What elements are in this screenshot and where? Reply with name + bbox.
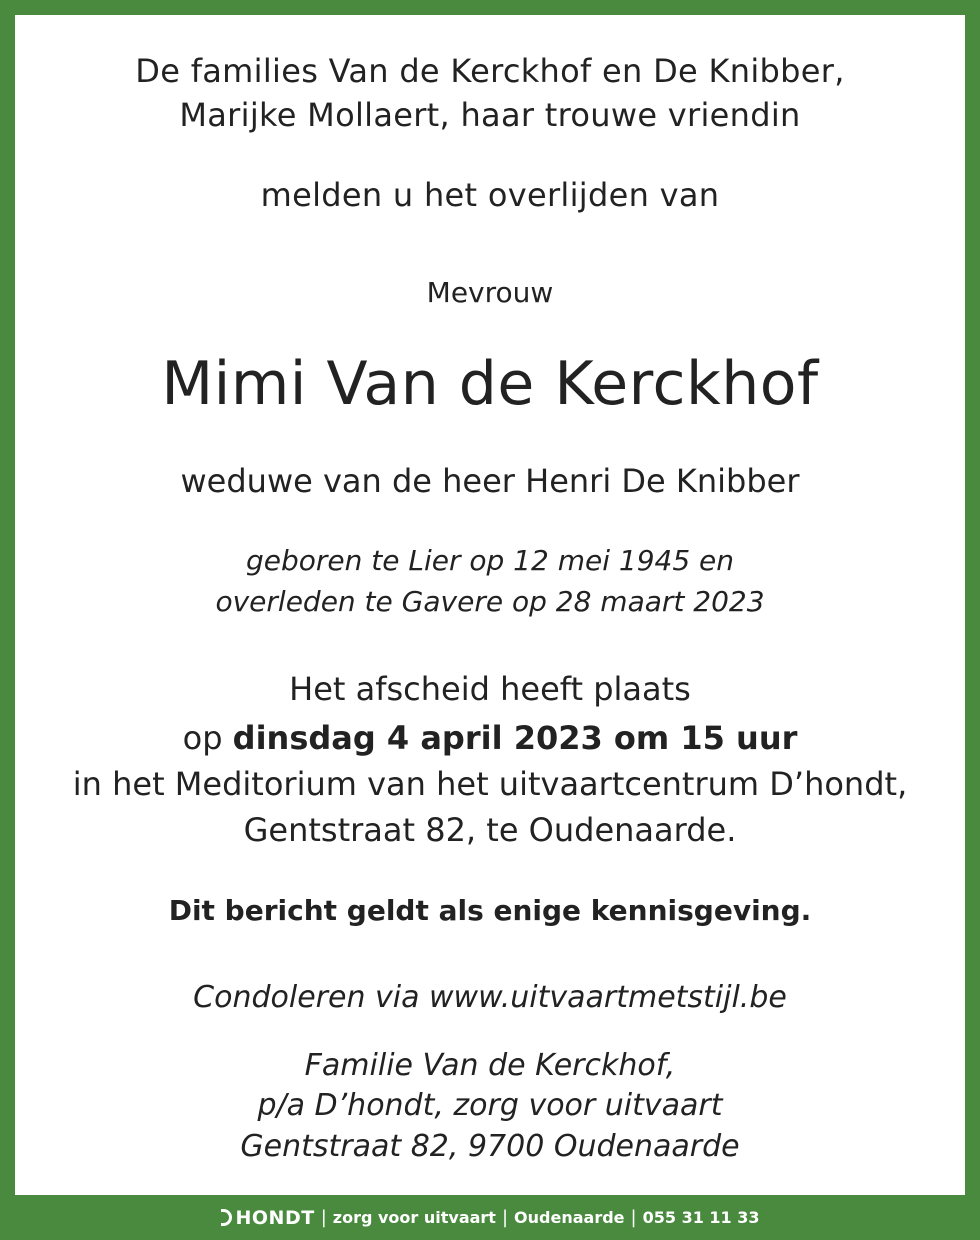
logo-d-icon	[221, 1209, 232, 1226]
footer-phone[interactable]: 055 31 11 33	[642, 1208, 760, 1227]
service-line-2	[15, 720, 965, 757]
footer-bar	[0, 1195, 980, 1240]
service-line-1: Het afscheid heeft plaats	[289, 670, 691, 708]
death-line: overleden te Gavere op 28 maart 2023	[215, 585, 765, 618]
logo-text: HONDT	[235, 1206, 315, 1229]
family-line-2: p/a D’hondt, zorg voor uitvaart	[257, 1088, 723, 1123]
service-datetime: dinsdag 4 april 2023 om 15 uur	[232, 719, 798, 757]
dhondt-logo	[221, 1207, 315, 1229]
announcement: melden u het overlijden van	[260, 176, 720, 214]
honorific: Mevrouw	[426, 276, 554, 309]
service-prefix: op	[182, 719, 223, 757]
service-line-4: Gentstraat 82, te Oudenaarde.	[243, 811, 737, 849]
condolences-link[interactable]: Condoleren via www.uitvaartmetstijl.be	[193, 980, 787, 1015]
intro-line-1: De families Van de Kerckhof en De Knibber,	[135, 52, 845, 90]
intro-line-2: Marijke Mollaert, haar trouwe vriendin	[179, 96, 801, 134]
footer-tagline: zorg voor uitvaart	[332, 1208, 496, 1227]
footer-separator: |	[501, 1207, 509, 1228]
obituary-card	[15, 15, 965, 1195]
footer-separator: |	[630, 1207, 637, 1228]
official-notice: Dit bericht geldt als enige kennisgeving.	[168, 894, 812, 927]
birth-line: geboren te Lier op 12 mei 1945 en	[245, 544, 735, 577]
family-line-1: Familie Van de Kerckhof,	[304, 1048, 676, 1083]
service-line-3: in het Meditorium van het uitvaartcentrum D’hondt,	[72, 765, 908, 803]
footer-city: Oudenaarde	[514, 1208, 625, 1227]
widow-of: weduwe van de heer Henri De Knibber	[180, 462, 800, 500]
deceased-name: Mimi Van de Kerckhof	[161, 349, 819, 419]
family-line-3: Gentstraat 82, 9700 Oudenaarde	[240, 1129, 740, 1164]
footer-separator: |	[320, 1207, 327, 1228]
